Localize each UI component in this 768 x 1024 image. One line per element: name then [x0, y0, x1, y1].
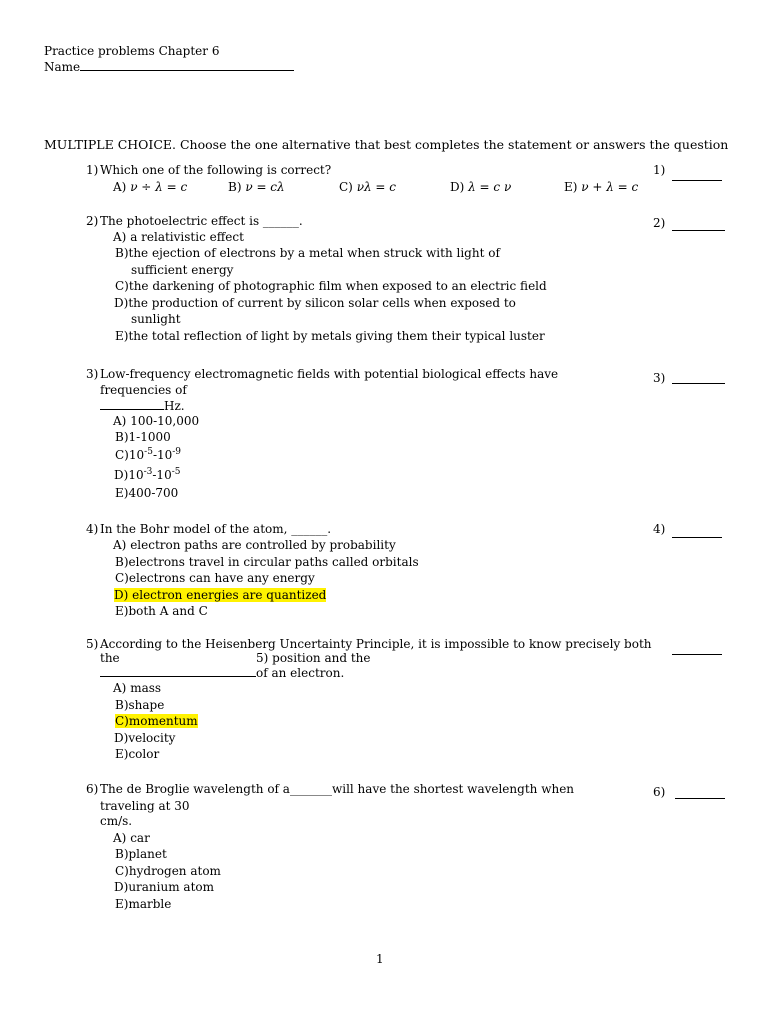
question-stem-line2a: the: [100, 651, 120, 665]
answer-blank[interactable]: [672, 179, 722, 181]
question-number: 1): [86, 163, 99, 177]
option-a[interactable]: A) a relativistic effect: [113, 230, 244, 244]
option-c[interactable]: C)electrons can have any energy: [115, 571, 315, 585]
answer-blank[interactable]: [672, 653, 722, 655]
option-b-continued: sufficient energy: [131, 263, 234, 277]
answer-blank[interactable]: [672, 382, 725, 384]
question-number: 5): [86, 637, 99, 651]
answer-blank[interactable]: [675, 797, 725, 799]
question-stem: The photoelectric effect is ______.: [100, 214, 303, 228]
option-a[interactable]: A) car: [113, 831, 150, 845]
option-a[interactable]: A) 100-10,000: [113, 414, 200, 428]
option-b[interactable]: B)the ejection of electrons by a metal when struck with light of: [115, 246, 500, 260]
question-stem-line2: frequencies of: [100, 383, 187, 397]
option-d[interactable]: D)velocity: [114, 731, 176, 745]
highlighted-answer: C)momentum: [115, 714, 198, 728]
question-stem-line2b: 5) position and the: [256, 651, 371, 665]
fill-blank[interactable]: [100, 664, 256, 677]
answer-number: 1): [653, 163, 666, 177]
option-d[interactable]: D) λ = c ν: [450, 180, 512, 194]
option-e[interactable]: E)400-700: [115, 486, 179, 500]
question-stem: Which one of the following is correct?: [100, 163, 332, 177]
option-b[interactable]: B)shape: [115, 698, 165, 712]
answer-number: 3): [653, 371, 666, 385]
option-b[interactable]: B)electrons travel in circular paths called orbitals: [115, 555, 419, 569]
option-e[interactable]: E)the total reflection of light by metals giving them their typical luster: [115, 329, 545, 343]
fill-blank[interactable]: [100, 397, 164, 410]
answer-number: 4): [653, 522, 666, 536]
question-number: 3): [86, 367, 99, 381]
question-number: 6): [86, 782, 99, 796]
question-stem: In the Bohr model of the atom, ______.: [100, 522, 332, 536]
question-stem-line2: traveling at 30: [100, 799, 190, 813]
highlighted-answer: D) electron energies are quantized: [114, 588, 327, 602]
question-stem-line3: cm/s.: [100, 814, 133, 828]
answer-number: 2): [653, 216, 666, 230]
name-blank[interactable]: [80, 58, 294, 71]
answer-number: 6): [653, 785, 666, 799]
option-b[interactable]: B) ν = cλ: [228, 180, 285, 194]
option-c[interactable]: C) νλ = c: [339, 180, 397, 194]
option-d[interactable]: [114, 587, 326, 603]
document-title: Practice problems Chapter 6: [44, 44, 220, 58]
option-d[interactable]: D)the production of current by silicon solar cells when exposed to: [114, 296, 516, 310]
option-e[interactable]: E)both A and C: [115, 604, 208, 618]
question-stem: According to the Heisenberg Uncertainty Principle, it is impossible to know precisely both: [100, 637, 652, 651]
name-label: Name: [44, 60, 81, 74]
option-e[interactable]: E) ν + λ = c: [564, 180, 639, 194]
question-stem-line3: of an electron.: [100, 664, 344, 681]
question-stem-line3: Hz.: [100, 397, 185, 414]
section-heading: MULTIPLE CHOICE. Choose the one alternative that best completes the statement or answers the question: [44, 137, 729, 152]
answer-blank[interactable]: [672, 229, 725, 231]
name-line[interactable]: [44, 58, 294, 75]
option-d-continued: sunlight: [131, 312, 181, 326]
page-number: 1: [376, 952, 384, 966]
option-d[interactable]: $D)10^{-3}-10^{-5}$: [114, 467, 181, 482]
option-b[interactable]: B)planet: [115, 847, 167, 861]
question-number: 4): [86, 522, 99, 536]
option-c[interactable]: C)the darkening of photographic film when exposed to an electric field: [115, 279, 547, 293]
option-c[interactable]: C)hydrogen atom: [115, 864, 221, 878]
option-d[interactable]: D)uranium atom: [114, 880, 214, 894]
option-b[interactable]: B)1-1000: [115, 430, 171, 444]
question-stem: The de Broglie wavelength of a_______will have the shortest wavelength when: [100, 782, 575, 796]
option-e[interactable]: E)color: [115, 747, 160, 761]
option-e[interactable]: E)marble: [115, 897, 172, 911]
question-stem: Low-frequency electromagnetic fields with potential biological effects have: [100, 367, 559, 381]
option-a[interactable]: A) electron paths are controlled by probability: [113, 538, 396, 552]
option-c[interactable]: $C)10^{-5}-10^{-9}$: [115, 447, 182, 462]
answer-blank[interactable]: [672, 536, 722, 538]
option-a[interactable]: A) ν ÷ λ = c: [113, 180, 188, 194]
option-c[interactable]: [115, 713, 198, 729]
option-a[interactable]: A) mass: [113, 681, 162, 695]
question-number: 2): [86, 214, 99, 228]
